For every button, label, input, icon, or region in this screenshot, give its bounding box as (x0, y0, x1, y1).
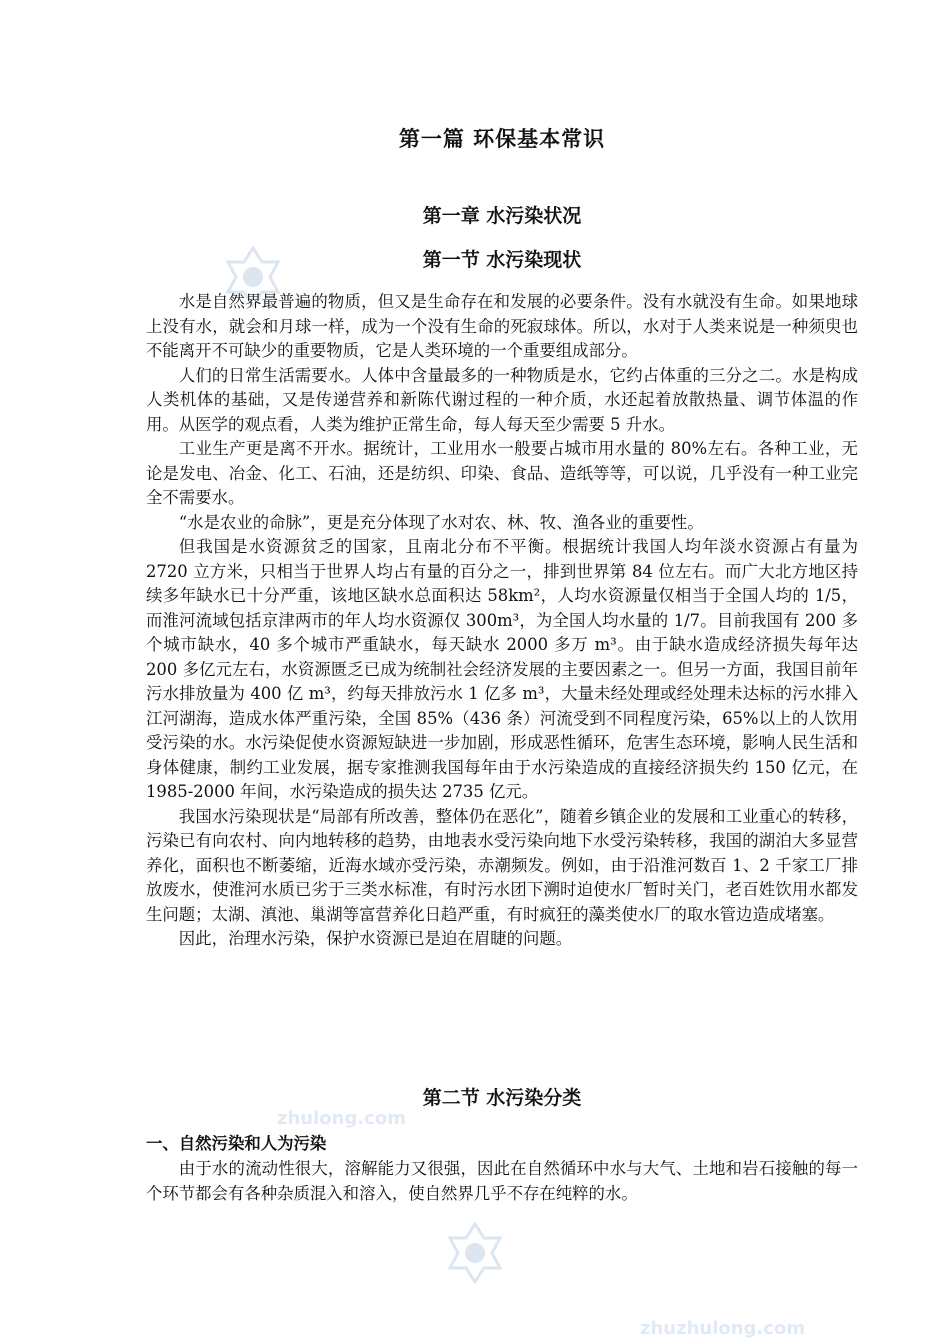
paragraph: 人们的日常生活需要水。人体中含量最多的一种物质是水，它约占体重的三分之二。水是构成人类机体的基础，又是传递营养和新陈代谢过程的一种介质，水还起着放散热量、调节体温的作用。从医学的观点看，人类为维护正常生命，每人每天至少需要 5 升水。 (146, 365, 858, 434)
watermark-logo-icon-bottom (444, 1222, 506, 1284)
paragraph: 工业生产更是离不开水。据统计，工业用水一般要占城市用水量的 80%左右。各种工业，无论是发电、冶金、化工、石油，还是纺织、印染、食品、造纸等等，可以说，几乎没有一种工业完全不需要水。 (146, 439, 858, 507)
section2-body (146, 1157, 858, 1206)
chapter-title: 第一章 水污染状况 (422, 205, 582, 227)
paragraph: “水是农业的命脉”，更是充分体现了水对农、林、牧、渔各业的重要性。 (178, 512, 704, 532)
section-title-1: 第一节 水污染现状 (422, 249, 582, 271)
part-title: 第一篇 环保基本常识 (398, 127, 606, 151)
section1-body (146, 290, 858, 952)
paragraph: 由于水的流动性很大，溶解能力又很强，因此在自然循环中水与大气、土地和岩石接触的每一个环节都会有各种杂质混入和溶入，使自然界几乎不存在纯粹的水。 (146, 1159, 858, 1203)
paragraph: 我国水污染现状是“局部有所改善，整体仍在恶化”，随着乡镇企业的发展和工业重心的转移，污染已有向农村、向内地转移的趋势，由地表水受污染向地下水受污染转移，我国的湖泊大多显营养化，面积也不断萎缩，近海水域亦受污染，赤潮频发。例如，由于沿淮河数百 1、2 千家工厂排放废水，使淮河水质已劣于三类水标准，有时污水团下溯时迫使水厂暂时关门，老百姓饮用水都发生问题；太湖、滇池、巢湖等富营养化日趋严重，有时疯狂的藻类使水厂的取水管边造成堵塞。 (146, 806, 858, 924)
paragraph: 但我国是水资源贫乏的国家，且南北分布不平衡。根据统计我国人均年淡水资源占有量为 2720 立方米，只相当于世界人均占有量的百分之一，排到世界第 84 位左右。而广大北方地区持续多年缺水已十分严重，该地区缺水总面积达 58km²，人均水资源量仅相当于全国人均的 1/5，而淮河流域包括京津两市的年人均水资源仅 300m³，为全国人均水量的 1/7。目前我国有 200 多个城市缺水，40 多个城市严重缺水，每天缺水 2000 多万 m³。由于缺水造成经济损失每年达 200 多亿元左右，水资源匮乏已成为统制社会经济发展的主要因素之一。但另一方面，我国目前年污水排放量为 400 亿 m³，约每天排放污水 1 亿多 m³，大量未经处理或经处理未达标的污水排入江河湖海，造成水体严重污染，全国 85%（436 条）河流受到不同程度污染，65%以上的人饮用受污染的水。水污染促使水资源短缺进一步加剧，形成恶性循环，危害生态环境，影响人民生活和身体健康，制约工业发展，据专家推测我国每年由于水污染造成的直接经济损失约 150 亿元，在 1985-2000 年间，水污染造成的损失达 2735 亿元。 (146, 537, 858, 801)
section-title-2: 第二节 水污染分类 (422, 1087, 582, 1109)
paragraph: 水是自然界最普遍的物质，但又是生命存在和发展的必要条件。没有水就没有生命。如果地球上没有水，就会和月球一样，成为一个没有生命的死寂球体。所以，水对于人类来说是一种须臾也不能离开不可缺少的重要物质，它是人类环境的一个重要组成部分。 (146, 292, 858, 360)
subheading: 一、自然污染和人为污染 (146, 1134, 327, 1153)
watermark-text: zhulong.com (277, 1108, 406, 1129)
paragraph: 因此，治理水污染，保护水资源已是迫在眉睫的问题。 (178, 929, 573, 948)
watermark-text-bottom: zhuzhulong.com (640, 1318, 806, 1339)
